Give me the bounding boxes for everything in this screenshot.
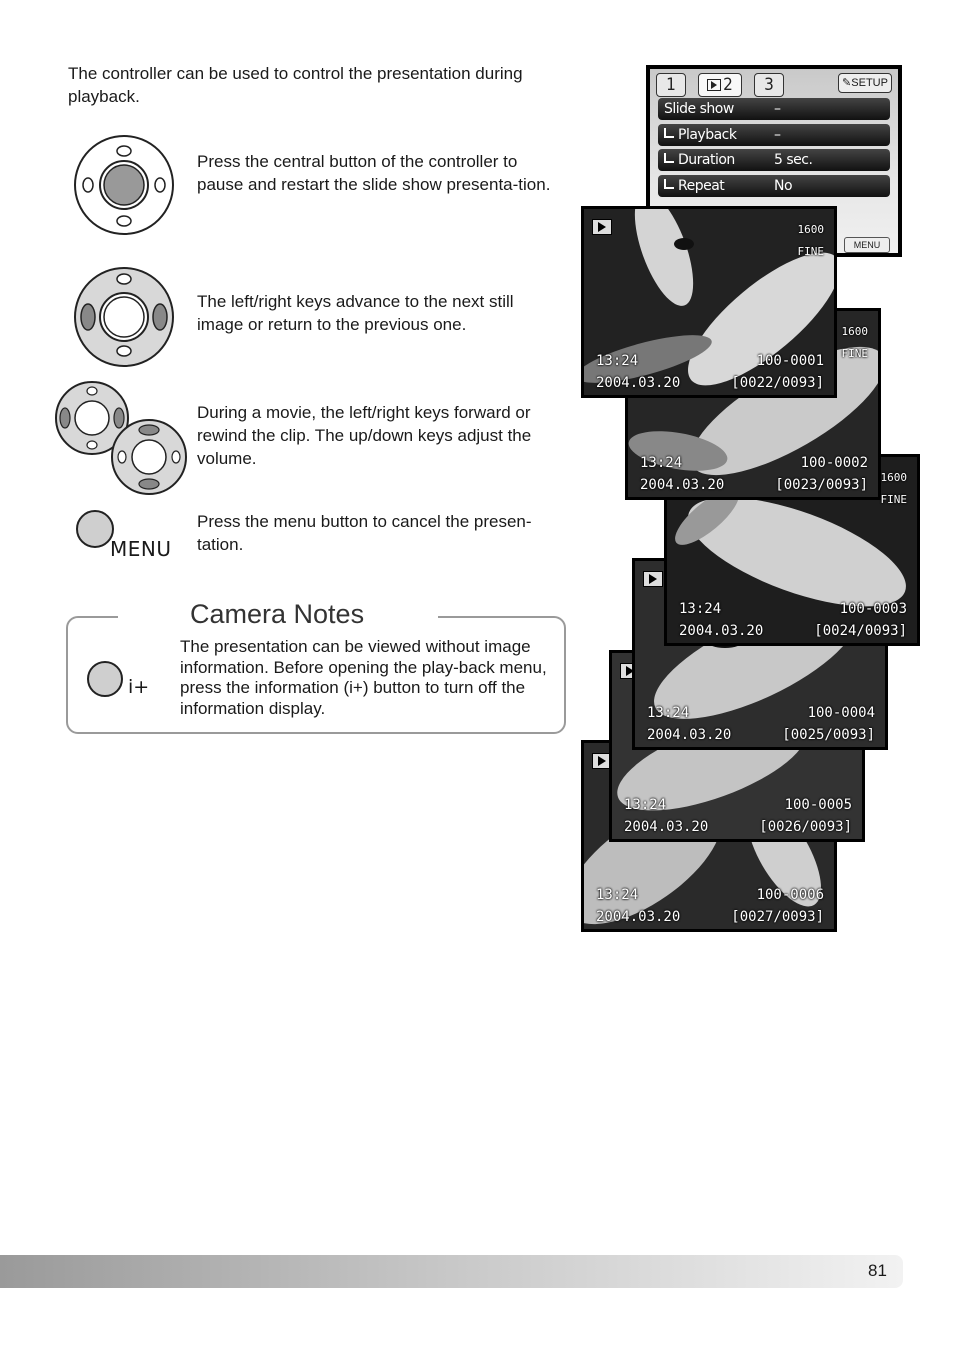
photo-counter: [0024/0093] [814, 623, 907, 639]
photo-counter: [0023/0093] [775, 477, 868, 493]
menu-row-repeat: Repeat No [658, 175, 890, 197]
photo-time: 13:24 [679, 601, 722, 617]
item-2-text: The left/right keys advance to the next still image or return to the previous one. [197, 292, 514, 334]
photo-time: 13:24 [647, 705, 690, 721]
camera-notes-text: The presentation can be viewed without image information. Before opening the play-back menu, press the information (i+) button to turn off the information display. [180, 637, 547, 718]
tab-playback-2 [698, 73, 742, 97]
photo-size: 1600 [841, 325, 868, 338]
camera-notes-title: Camera Notes [190, 599, 365, 629]
photo-file-number: 100-0003 [839, 601, 907, 617]
setup-label: SETUP [851, 77, 888, 89]
photo-date: 2004.03.20 [679, 623, 764, 639]
sub-item-icon [664, 153, 674, 163]
tab-setup [838, 73, 892, 93]
photo-size: 1600 [797, 223, 824, 236]
photo-size: 1600 [880, 471, 907, 484]
photo-date: 2004.03.20 [624, 819, 709, 835]
photo-time: 13:24 [624, 797, 667, 813]
photo-file-number: 100-0002 [800, 455, 868, 471]
photo-file-number: 100-0004 [807, 705, 875, 721]
menu-row-slide-show: Slide show – [658, 98, 890, 120]
playback-icon [592, 219, 612, 235]
sub-item-icon [664, 179, 674, 189]
info-icon-label: i+ [128, 676, 150, 698]
item-1-text: Press the central button of the controller to pause and restart the slide show presenta-tion. [197, 152, 551, 194]
photo-date: 2004.03.20 [647, 727, 732, 743]
menu-row-duration: Duration 5 sec. [658, 149, 890, 171]
intro-text: The controller can be used to control the presentation during playback. [68, 64, 523, 106]
controller-center-icon [72, 133, 176, 237]
photo-date: 2004.03.20 [596, 909, 681, 925]
photo-counter: [0027/0093] [731, 909, 824, 925]
photo-date: 2004.03.20 [640, 477, 725, 493]
photo-file-number: 100-0001 [756, 353, 824, 369]
photo-counter: [0026/0093] [759, 819, 852, 835]
photo-quality: FINE [841, 347, 868, 360]
photo-file-number: 100-0005 [784, 797, 852, 813]
footer-bar [0, 1255, 903, 1288]
page-number: 81 [868, 1261, 887, 1280]
photo-time: 13:24 [596, 353, 639, 369]
menu-icon-label: MENU [110, 537, 172, 561]
controller-movie-icon [54, 380, 190, 498]
item-4-text: Press the menu button to cancel the presen-tation. [197, 512, 532, 554]
playback-icon [643, 571, 663, 587]
photo-file-number: 100-0006 [756, 887, 824, 903]
menu-hint-badge: MENU [844, 237, 890, 253]
tab-2-label: 2 [723, 75, 733, 95]
tab-3: 3 [754, 73, 784, 97]
photo-time: 13:24 [640, 455, 683, 471]
photo-counter: [0025/0093] [782, 727, 875, 743]
photo-screen-1 [581, 206, 837, 398]
photo-quality: FINE [797, 245, 824, 258]
item-3-text: During a movie, the left/right keys forward or rewind the clip. The up/down keys adjust the volume. [197, 403, 532, 468]
playback-icon [707, 79, 721, 91]
sub-item-icon [664, 128, 674, 138]
photo-time: 13:24 [596, 887, 639, 903]
info-button-icon [86, 660, 126, 700]
tab-1: 1 [656, 73, 686, 97]
photo-date: 2004.03.20 [596, 375, 681, 391]
controller-left-right-icon [72, 265, 176, 369]
photo-quality: FINE [880, 493, 907, 506]
menu-row-playback: Playback – [658, 124, 890, 146]
wrench-icon: ✎ [842, 77, 852, 89]
photo-counter: [0022/0093] [731, 375, 824, 391]
